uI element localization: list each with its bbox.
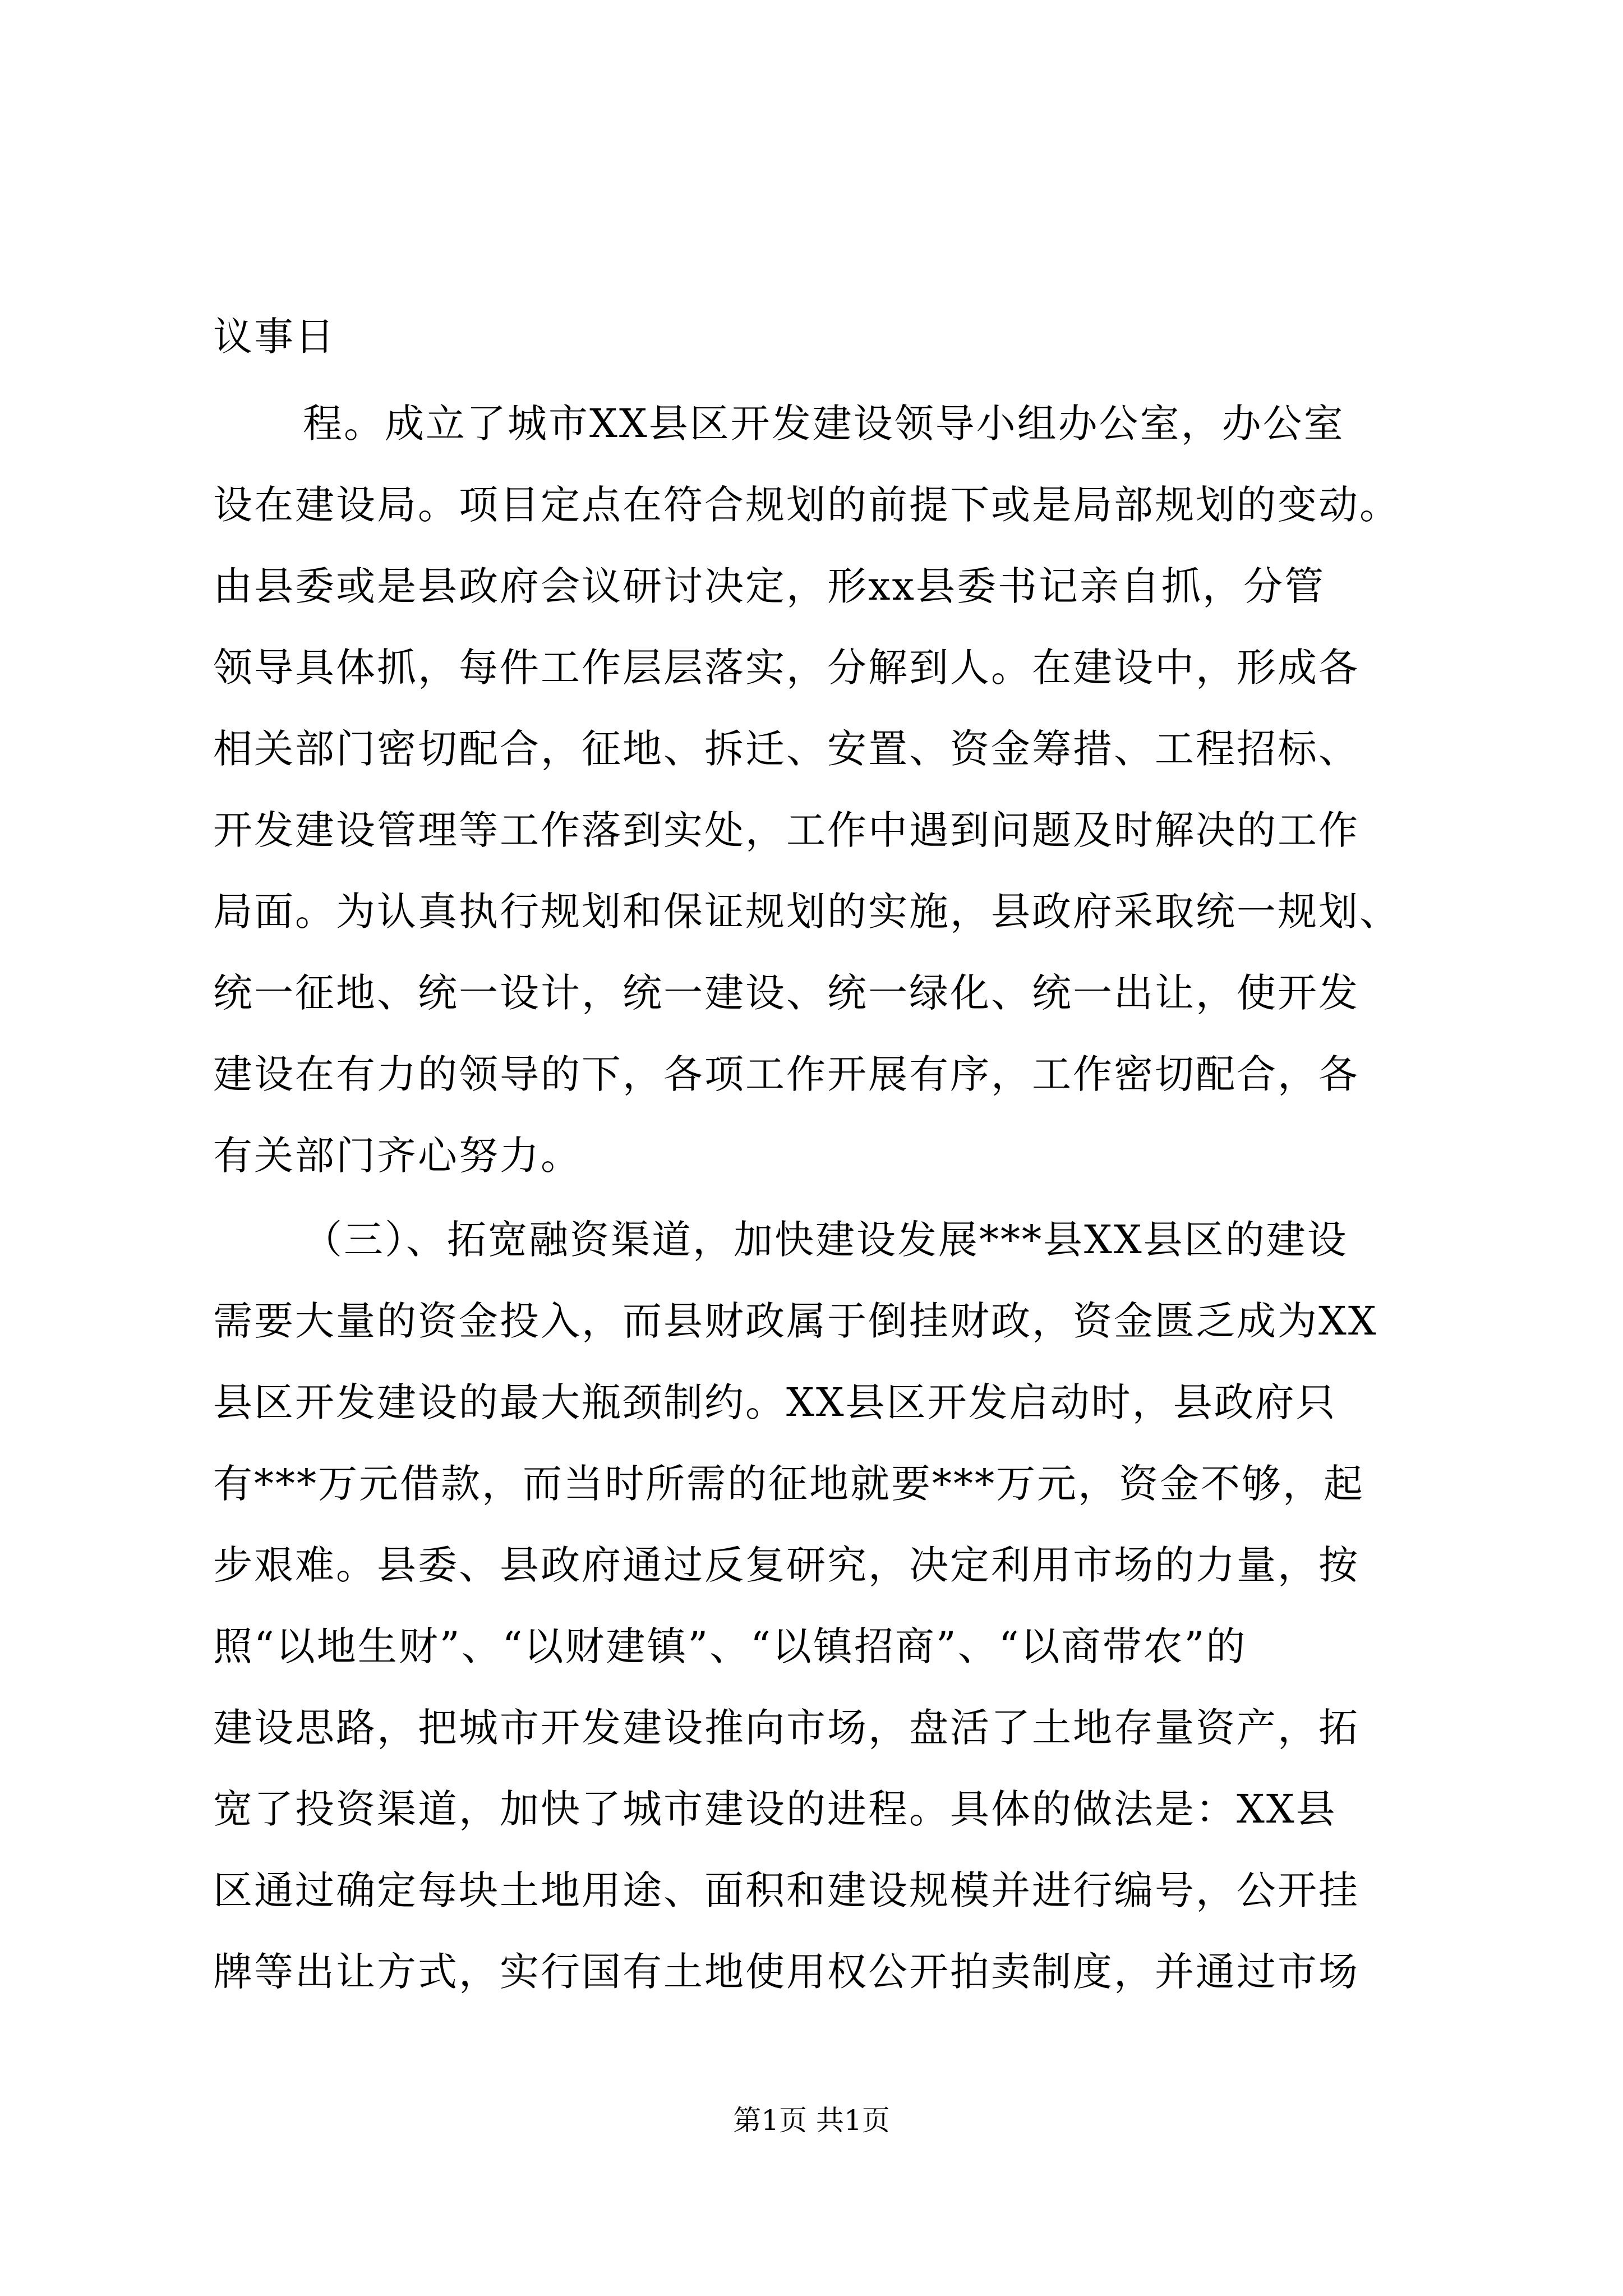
text-line: 程。成立了城市XX县区开发建设领导小组办公室，办公室 [303,401,1345,447]
text-line: 建设在有力的领导的下，各项工作开展有序，工作密切配合，各 [213,1051,1359,1097]
text-line: 有***万元借款，而当时所需的征地就要***万元，资金不够，起 [213,1461,1364,1507]
text-line: （三）、拓宽融资渠道，加快建设发展***县XX县区的建设 [303,1217,1348,1263]
page-number-footer: 第1页 共1页 [733,2104,890,2137]
text-line: 局面。为认真执行规划和保证规划的实施，县政府采取统一规划、 [213,889,1400,935]
text-line: 宽了投资渠道，加快了城市建设的进程。具体的做法是：XX县 [213,1786,1337,1832]
text-line: 有关部门齐心努力。 [213,1133,582,1179]
text-line: 领导具体抓，每件工作层层落实，分解到人。在建设中，形成各 [213,645,1359,691]
text-line: 相关部门密切配合，征地、拆迁、安置、资金筹措、工程招标、 [213,726,1359,772]
text-line: 需要大量的资金投入，而县财政属于倒挂财政，资金匮乏成为XX [213,1298,1378,1344]
text-line: 步艰难。县委、县政府通过反复研究，决定利用市场的力量，按 [213,1542,1359,1588]
text-line: 开发建设管理等工作落到实处，工作中遇到问题及时解决的工作 [213,807,1359,853]
text-line: 牌等出让方式，实行国有土地使用权公开拍卖制度，并通过市场 [213,1949,1359,1995]
text-line: 统一征地、统一设计，统一建设、统一绿化、统一出让，使开发 [213,970,1359,1016]
text-line: 议事日 [213,314,336,360]
text-line: 建设思路，把城市开发建设推向市场，盘活了土地存量资产，拓 [213,1705,1359,1751]
text-line: 区通过确定每块土地用途、面积和建设规模并进行编号，公开挂 [213,1867,1359,1913]
text-line: 照“以地生财”、“以财建镇”、“以镇招商”、“以商带农”的 [213,1623,1247,1669]
text-line: 由县委或是县政府会议研讨决定，形xx县委书记亲自抓，分管 [213,563,1325,609]
text-line: 设在建设局。项目定点在符合规划的前提下或是局部规划的变动。 [213,482,1400,528]
text-line: 县区开发建设的最大瓶颈制约。XX县区开发启动时，县政府只 [213,1379,1337,1425]
